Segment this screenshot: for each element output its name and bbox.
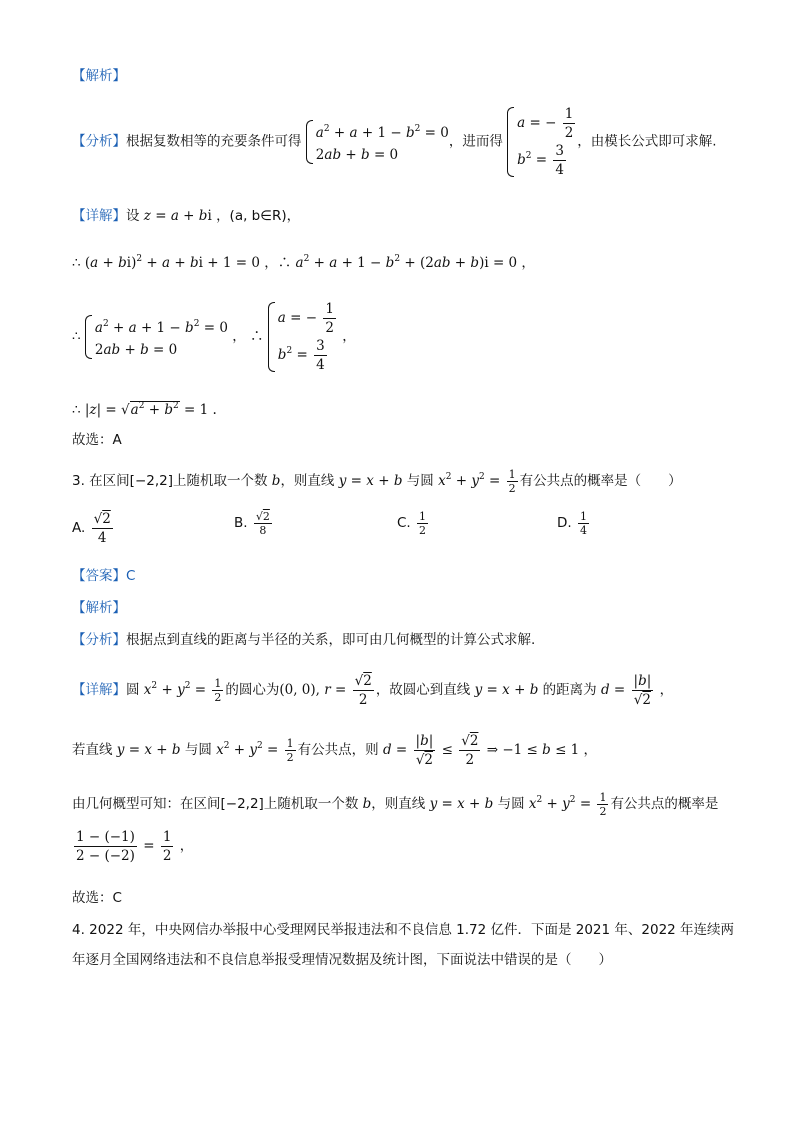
detail-set: ，(a, b∈R)， [216, 208, 301, 224]
analysis-tag: 【分析】 [72, 133, 126, 150]
detail-text: 设 [126, 208, 140, 224]
detail-3-ruo-c: 有公共点，则 [297, 742, 379, 758]
option-b: B. $\frac{√2}{8}$ [234, 510, 270, 537]
q3-text-b: ，则直线 [280, 473, 335, 489]
detail-tag: 【详解】 [72, 208, 126, 224]
equation-system-2: a = − $\frac{1}{2}$ $b^2$ = $\frac{3}{4}$ [507, 105, 577, 179]
equation-line-2: ∴ (a + bi)$^2$ + a + bi + 1 = 0 ，∴ $a^2 + a + 1 - b^2 + (2ab + b)i = 0$ ， [72, 254, 535, 271]
detail-3-you-c: 与圆 [497, 796, 525, 812]
option-b-label: B. [234, 515, 248, 531]
analysis-line [72, 105, 717, 179]
detail-line-1: 【详解】设 z = a + bi ，(a, b∈R)， [72, 208, 301, 224]
answer-3-label: 【答案】C [72, 568, 136, 584]
question-4-line-1: 4. 2022 年，中央网信办举报中心受理网民举报违法和不良信息 1.72 亿件．下面是 2021 年、2022 年连续两 [72, 922, 735, 938]
q3-text: 3. 在区间[−2,2]上随机取一个数 [72, 473, 268, 489]
detail-3-ruo-b: 与圆 [184, 742, 212, 758]
option-c-label: C. [397, 515, 411, 531]
q3-text-c: 与圆 [406, 473, 434, 489]
q3-text-d: 有公共点的概率是（ ） [519, 473, 682, 489]
equation-line-3: ∴ $a^2 + a + 1 - b^2 = 0$ 2ab + b = 0 ， ∴ a = − $\frac{1}{2}$ $b^2$ = $\frac{3}{4}$ ， [72, 301, 356, 373]
question-3: 3. 在区间[−2,2]上随机取一个数 b，则直线 y = x + b 与圆 $x^2 + y^2$ = $\frac{1}{2}$ 有公共点的概率是（ ） [72, 468, 682, 495]
detail-3-line-2: 若直线 y = x + b 与圆 $x^2 + y^2$ = $\frac{1}{2}$ 有公共点，则 d = $\frac{|b|}{√2}$ ≤ $\frac{√2}{2}$ ⇒ −1 ≤ b ≤ 1 ， [72, 733, 598, 768]
option-a-label: A. [72, 520, 86, 536]
analysis-3-line [72, 630, 535, 650]
analysis-text-a: 根据复数相等的充要条件可得 [126, 133, 302, 150]
equation-system-4: a = − $\frac{1}{2}$ $b^2$ = $\frac{3}{4}$ [268, 300, 338, 374]
option-c: C. $\frac{1}{2}$ [397, 510, 427, 537]
option-d-label: D. [557, 515, 572, 531]
detail-3-text-d: 的距离为 [542, 682, 597, 698]
detail-3-you-b: ，则直线 [371, 796, 426, 812]
equation-line-4: ∴ $|z| = √a^2 + b^2 = 1$ . [72, 401, 217, 418]
analysis-text-b: ，进而得 [448, 133, 503, 150]
detail-3-line-1: 【详解】圆 $x^2 + y^2$ = $\frac{1}{2}$ 的圆心为(0, 0), r = $\frac{√2}{2}$ ，故圆心到直线 y = x + b 的距离为 d = $\frac{|b|}{√2}$ ， [72, 673, 674, 708]
question-4-line-2: 年逐月全国网络违法和不良信息举报受理情况数据及统计图，下面说法中错误的是（ ） [72, 952, 612, 968]
analysis-text-c: ，由模长公式即可求解. [577, 133, 717, 150]
section-analysis-label: 【解析】 [72, 68, 126, 84]
answer-choice-3: 故选：C [72, 890, 122, 906]
detail-3-text-a: 圆 [126, 682, 140, 698]
section-analysis-label-3: 【解析】 [72, 600, 126, 616]
detail-3-ruo-a: 若直线 [72, 742, 113, 758]
detail-3-you-d: 有公共点的概率是 [610, 796, 719, 812]
detail-3-text-c: ，故圆心到直线 [375, 682, 471, 698]
analysis-3-text: 根据点到直线的距离与半径的关系，即可由几何概型的计算公式求解. [126, 632, 536, 648]
analysis-3-tag: 【分析】 [72, 632, 126, 648]
detail-3-you-a: 由几何概型可知：在区间[−2,2]上随机取一个数 [72, 796, 359, 812]
option-d: D. $\frac{1}{4}$ [557, 510, 587, 537]
probability-result: $\frac{1 - (-1)}{2 - (-2)}$ = $\frac{1}{2}$ ， [76, 829, 194, 864]
answer-choice-1: 故选：A [72, 432, 122, 448]
option-a: A. $\frac{√2}{4}$ [72, 511, 111, 546]
detail-3-tag: 【详解】 [72, 682, 126, 698]
detail-3-text-b: 的圆心为 [225, 682, 280, 698]
detail-3-line-3: 由几何概型可知：在区间[−2,2]上随机取一个数 b，则直线 y = x + b 与圆 $x^2 + y^2$ = $\frac{1}{2}$ 有公共点的概率是 [72, 791, 719, 818]
equation-system-3: $a^2 + a + 1 - b^2 = 0$ 2ab + b = 0 [85, 313, 228, 361]
equation-system-1: $a^2 + a + 1 - b^2 = 0$ 2ab + b = 0 [306, 118, 449, 166]
